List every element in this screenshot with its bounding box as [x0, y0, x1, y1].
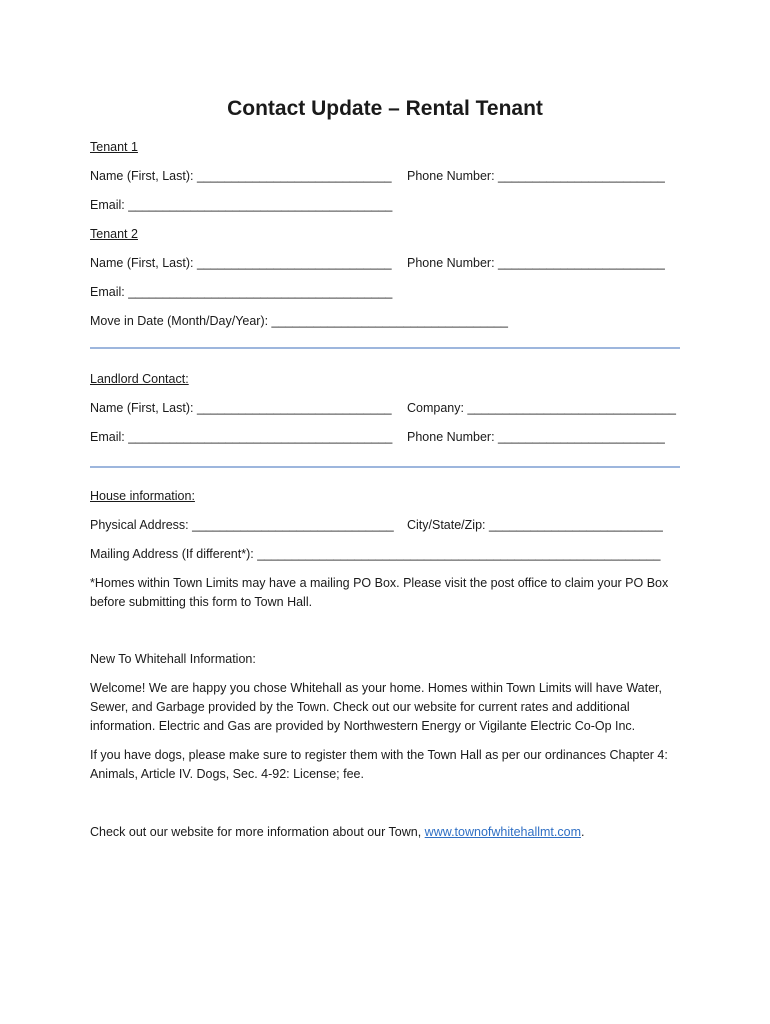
landlord-phone-field[interactable]: Phone Number: ________________________ [407, 430, 665, 444]
tenant2-heading: Tenant 2 [90, 227, 138, 241]
website-paragraph [90, 823, 682, 842]
landlord-company-field[interactable]: Company: ______________________________ [407, 401, 677, 415]
section-divider [90, 347, 680, 349]
house-heading: House information: [90, 489, 195, 503]
info-heading: New To Whitehall Information: [90, 652, 256, 666]
tenant2-name-field[interactable]: Name (First, Last): ____________________________ [90, 256, 392, 270]
city-state-zip-field[interactable]: City/State/Zip: _________________________ [407, 518, 663, 532]
landlord-email-field[interactable]: Email: ______________________________________ [90, 430, 393, 444]
tenant1-email-field[interactable]: Email: ______________________________________ [90, 198, 393, 212]
website-prefix: Check out our website for more information about our Town, [90, 825, 425, 839]
landlord-heading: Landlord Contact: [90, 372, 189, 386]
landlord-name-field[interactable]: Name (First, Last): ____________________________ [90, 401, 392, 415]
tenant2-email-field[interactable]: Email: ______________________________________ [90, 285, 393, 299]
physical-address-field[interactable]: Physical Address: _____________________________ [90, 518, 394, 532]
tenant1-name-field[interactable]: Name (First, Last): ____________________________ [90, 169, 392, 183]
page-title: Contact Update – Rental Tenant [227, 97, 543, 120]
welcome-paragraph: Welcome! We are happy you chose Whitehall as your home. Homes within Town Limits will have Water, Sewer, and Garbage provided by the Town. Check out our website for current rates and additional information. Electric and Gas are provided by Northwestern Energy or Vigilante Electric Co-Op Inc. [90, 681, 663, 733]
section-divider [90, 466, 680, 468]
tenant2-phone-field[interactable]: Phone Number: ________________________ [407, 256, 665, 270]
dogs-paragraph: If you have dogs, please make sure to register them with the Town Hall as per our ordinances Chapter 4: Animals, Article IV. Dogs, Sec. 4-92: License; fee. [90, 748, 668, 781]
website-suffix: . [580, 825, 585, 839]
tenant1-heading: Tenant 1 [90, 140, 138, 154]
tenant1-phone-field[interactable]: Phone Number: ________________________ [407, 169, 665, 183]
mailing-address-field[interactable]: Mailing Address (If different*): __________________________________________________________ [90, 547, 661, 561]
po-box-note: *Homes within Town Limits may have a mailing PO Box. Please visit the post office to claim your PO Box before submitting this form to Town Hall. [90, 576, 669, 609]
move-in-date-field[interactable]: Move in Date (Month/Day/Year): __________________________________ [90, 314, 508, 328]
website-link[interactable]: www.townofwhitehallmt.com [424, 825, 581, 839]
